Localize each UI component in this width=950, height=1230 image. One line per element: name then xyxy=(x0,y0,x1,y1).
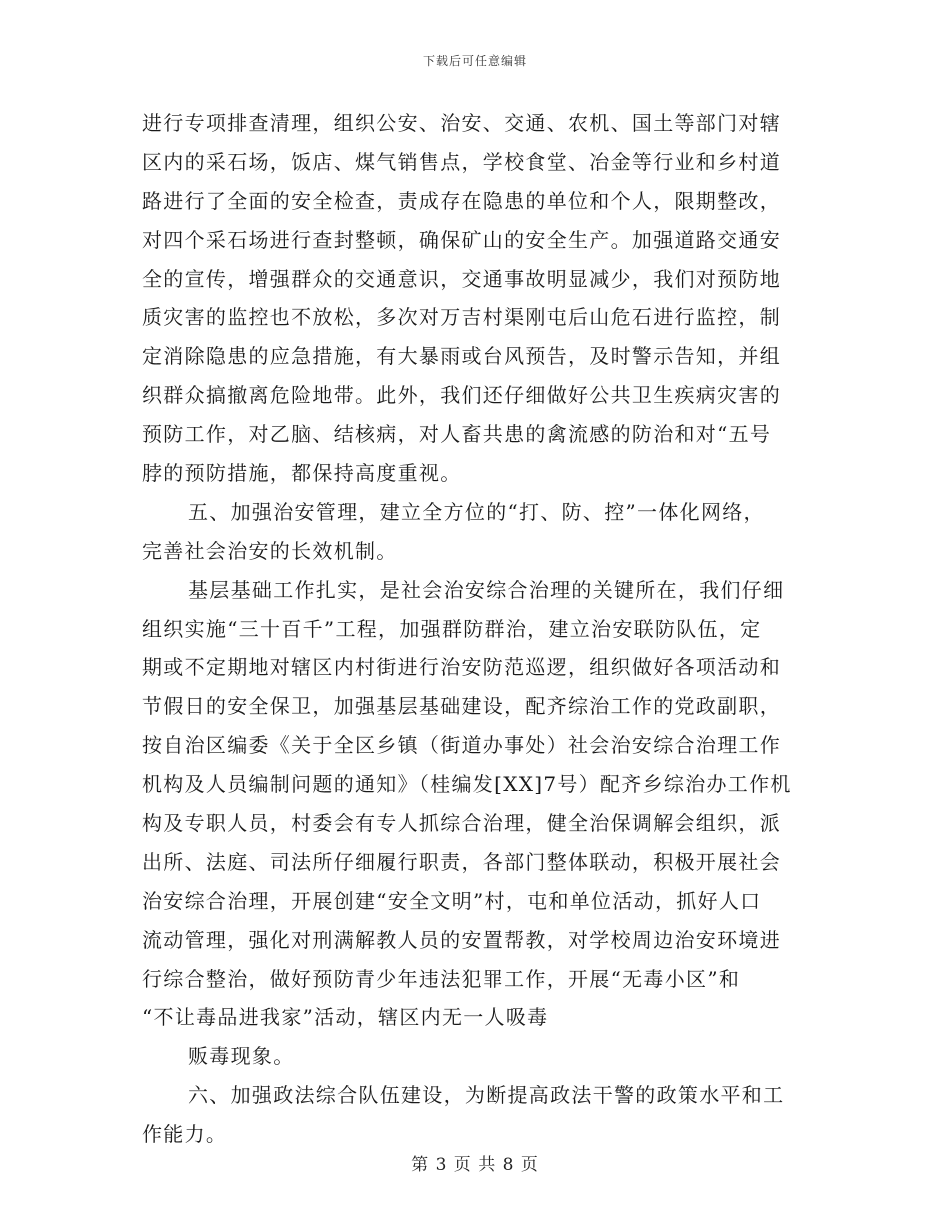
text-line: 织群众搞撤离危险地带。此外，我们还仔细做好公共卫生疾病灾害的 xyxy=(142,383,781,408)
text-line: 质灾害的监控也不放松，多次对万吉村渠刚屯后山危石进行监控，制 xyxy=(142,305,781,330)
text-line: 贩毒现象。 xyxy=(188,1044,295,1069)
text-line: 构及专职人员，村委会有专人抓综合治理，健全治保调解会组织，派 xyxy=(142,811,781,836)
text-line: 脖的预防措施，都保持高度重视。 xyxy=(142,461,462,486)
text-line: 节假日的安全保卫，加强基层基础建设，配齐综治工作的党政副职， xyxy=(142,694,781,719)
page-number: 第 3 页 共 8 页 xyxy=(411,1155,539,1175)
page-header: 下载后可任意编辑 xyxy=(422,54,527,68)
section-heading-six-cont: 作能力。 xyxy=(142,1122,228,1147)
text-line: 全的宣传，增强群众的交通意识，交通事故明显减少，我们对预防地 xyxy=(142,266,781,291)
text-line: 区内的采石场，饭店、煤气销售点，学校食堂、冶金等行业和乡村道 xyxy=(142,149,781,174)
document-body xyxy=(142,104,810,1154)
text-line: 进行专项排查清理，组织公安、治安、交通、农机、国土等部门对辖 xyxy=(142,111,781,135)
text-line: 组织实施“三十百千”工程，加强群防群治，建立治安联防队伍，定 xyxy=(142,616,762,641)
text-line: 出所、法庭、司法所仔细履行职责，各部门整体联动，积极开展社会 xyxy=(142,849,781,874)
section-heading-five-cont: 完善社会治安的长效机制。 xyxy=(142,538,398,563)
text-line: 基层基础工作扎实，是社会治安综合治理的关键所在，我们仔细 xyxy=(188,577,785,602)
text-line: 路进行了全面的安全检查，责成存在隐患的单位和个人，限期整改， xyxy=(142,188,781,213)
text-line: 期或不定期地对辖区内村街进行治安防范巡逻，组织做好各项活动和 xyxy=(142,655,781,680)
text-line: 按自治区编委《关于全区乡镇（街道办事处）社会治安综合治理工作 xyxy=(142,733,781,758)
text-line: “不让毒品进我家”活动，辖区内无一人吸毒 xyxy=(142,1005,549,1030)
text-line: 对四个采石场进行查封整顿，确保矿山的安全生产。加强道路交通安 xyxy=(142,227,781,252)
text-line: 定消除隐患的应急措施，有大暴雨或台风预告，及时警示告知，并组 xyxy=(142,344,781,369)
text-line: 流动管理，强化对刑满解教人员的安置帮教，对学校周边治安环境进 xyxy=(142,927,781,952)
section-heading-six: 六、加强政法综合队伍建设，为断提高政法干警的政策水平和工 xyxy=(188,1083,785,1108)
section-heading-five: 五、加强治安管理，建立全方位的“打、防、控”一体化网络， xyxy=(188,499,765,524)
text-line: 预防工作，对乙脑、结核病，对人畜共患的禽流感的防治和对“五号 xyxy=(142,422,772,447)
text-line: 机构及人员编制问题的通知》（桂编发[XX]7号）配齐乡综治办工作机 xyxy=(142,772,792,797)
text-line: 行综合整治，做好预防青少年违法犯罪工作，开展“无毒小区”和 xyxy=(142,966,741,991)
text-line: 治安综合治理，开展创建“安全文明”村，屯和单位活动，抓好人口 xyxy=(142,888,762,913)
